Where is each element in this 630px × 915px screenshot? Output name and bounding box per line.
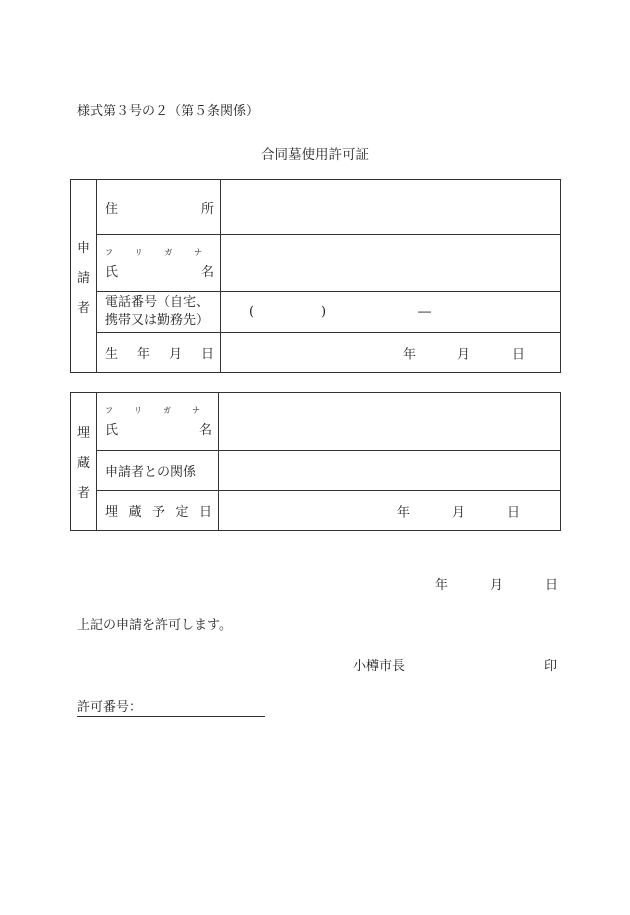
signer-name: 小樽市長 <box>353 659 406 674</box>
address-label: 住 所 <box>97 180 221 235</box>
seal-mark: 印 <box>544 659 558 674</box>
applicant-name-field[interactable] <box>221 235 561 292</box>
form-number-label: 様式第３号の２（第５条関係） <box>77 104 260 119</box>
buried-name-label: フ リ ガ ナ 氏 名 <box>97 393 219 451</box>
scheduled-date-label: 埋 蔵 予 定 日 <box>97 491 219 531</box>
applicant-name-label: フ リ ガ ナ 氏 名 <box>97 235 221 292</box>
furigana-label: フ リ ガ ナ <box>105 406 200 415</box>
birth-date-label: 生 年 月 日 <box>97 333 221 373</box>
buried-person-table <box>70 392 561 531</box>
buried-name-field[interactable] <box>219 393 561 451</box>
birth-date-field[interactable]: 年 月 日 <box>221 333 561 373</box>
phone-label: 電話番号（自宅、 携帯又は勤務先） <box>97 292 221 333</box>
address-field[interactable] <box>221 180 561 235</box>
relation-label: 申請者との関係 <box>97 451 219 491</box>
phone-field[interactable]: ( ) ― <box>221 292 561 333</box>
applicant-table <box>70 179 561 373</box>
buried-person-side-label: 埋 蔵 者 <box>71 393 97 531</box>
permit-number-label: 許可番号： <box>77 696 265 717</box>
document-title: 合同墓使用許可証 <box>261 147 369 163</box>
relation-field[interactable] <box>219 451 561 491</box>
furigana-label: フ リ ガ ナ <box>105 247 202 257</box>
scheduled-date-field[interactable]: 年 月 日 <box>219 491 561 531</box>
approval-statement: 上記の申請を許可します。 <box>77 618 232 633</box>
applicant-side-label: 申 請 者 <box>71 180 97 373</box>
